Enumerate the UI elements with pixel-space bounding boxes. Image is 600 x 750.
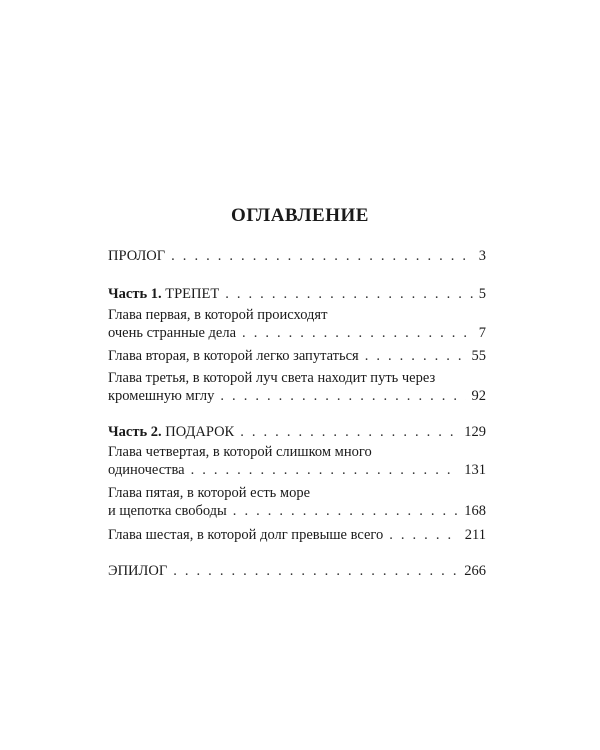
toc-entry-epilogue — [108, 563, 486, 583]
entry-title: Глава вторая, в которой легко запутаться — [108, 348, 359, 364]
page-number: 5 — [478, 286, 486, 302]
chapter5-line1: Глава пятая, в которой есть море — [108, 485, 311, 501]
page-number: 3 — [478, 248, 486, 264]
part-title: ТРЕПЕТ — [165, 286, 220, 302]
page-number: 168 — [464, 503, 486, 519]
entry-title: очень странные дела — [108, 325, 237, 341]
dot-leader — [171, 248, 473, 265]
toc-entry-chapter1 — [108, 325, 486, 345]
chapter4-line1: Глава четвертая, в которой слишком много — [108, 444, 372, 460]
toc-entry-chapter5 — [108, 503, 486, 523]
entry-title: ПРОЛОГ — [108, 248, 166, 264]
page-number: 7 — [478, 325, 486, 341]
chapter3-line1: Глава третья, в которой луч света находит путь через — [108, 370, 436, 386]
dot-leader — [365, 348, 466, 365]
dot-leader — [242, 325, 473, 342]
entry-title — [108, 424, 234, 441]
page-number: 266 — [464, 563, 486, 579]
entry-title — [108, 286, 219, 303]
toc-entry-chapter6 — [108, 527, 486, 547]
part-prefix: Часть 1. — [108, 286, 162, 302]
entry-title: кромешную мглу — [108, 388, 215, 404]
entry-title: одиночества — [108, 462, 185, 478]
part-title: ПОДАРОК — [165, 424, 235, 440]
dot-leader — [225, 286, 473, 303]
page-number: 131 — [464, 462, 486, 478]
dot-leader — [233, 503, 458, 520]
toc-entry-part2 — [108, 424, 486, 444]
toc-entry-chapter3 — [108, 388, 486, 408]
dot-leader — [173, 563, 458, 580]
dot-leader — [191, 462, 459, 479]
entry-title: Глава шестая, в которой долг превыше всего — [108, 527, 384, 543]
chapter1-line1: Глава первая, в которой происходят — [108, 307, 328, 323]
dot-leader — [220, 388, 465, 405]
page-number: 129 — [464, 424, 486, 440]
page-number: 211 — [464, 527, 486, 543]
toc-entry-chapter4 — [108, 462, 486, 482]
toc-entry-prologue — [108, 248, 486, 268]
toc-entry-chapter2 — [108, 348, 486, 368]
page-title: ОГЛАВЛЕНИЕ — [231, 205, 369, 226]
part-prefix: Часть 2. — [108, 424, 162, 440]
toc-entry-part1 — [108, 286, 486, 306]
entry-title: и щепотка свободы — [108, 503, 227, 519]
dot-leader — [240, 424, 458, 441]
page-number: 55 — [471, 348, 486, 364]
dot-leader — [389, 527, 459, 544]
page-number: 92 — [471, 388, 486, 404]
entry-title: ЭПИЛОГ — [108, 563, 168, 579]
